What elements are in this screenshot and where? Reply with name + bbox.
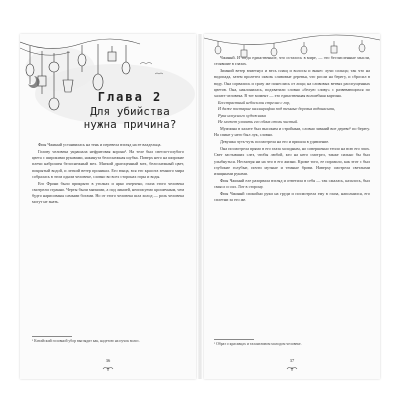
footnote-divider — [32, 336, 72, 337]
right-page — [204, 34, 380, 379]
paragraph: Фиы Чжиннй устанвилась на тень и перевела взгляд на ее владельца. — [38, 142, 162, 147]
footnote: ¹ Китайский головной убор выглядит как, надетою на пучок волос. — [32, 339, 141, 343]
poem-line: И даже постарые каллиграфии под темные деревья водонасыпи, — [218, 106, 336, 112]
paragraph: Зимний ветер взметнул и весь плащ и волосы и вынес лучи солнца; так что на водопада, затем пролетел сквозь сливовые деревья, что росли на берегу, и сбросил в воду. Она сорвались и сразу же понеслись от лица; на сливовых ветвях расспущенных цветов. Она, наклонилась, подхватили словно «белую сливу» с развевающихся по халате человека. В тот момент — это единственная волшебная картина. — [214, 68, 370, 99]
paragraph: Голову человека украшала нефритовая корона¹. На теле был светло-голубого цвета с широкими рукавами, накинута белоснежная шубка. Поверх него на широкие плечи наброшен белоснежный мех. Мягкий драгоценный мех, белоснежный цвет, покрытый водой, и легкий ветер проникал. Его юнца, вся его красота земного мира собралась в этом одном человеке, словно во всех сторонах горы и воды. — [32, 149, 184, 179]
book-gutter — [198, 34, 202, 379]
page-ornament-icon — [102, 366, 114, 372]
page-ornament-icon — [286, 366, 298, 372]
paragraph: Чжиннй. И тогда единственное, что осталось в мире, — это бесчисленные мысли, стоявшие в глазах. — [214, 55, 370, 67]
left-page — [20, 34, 196, 379]
chapter-title-line2: нужна причина? — [83, 118, 177, 131]
poem-stanza — [218, 100, 370, 125]
chapter-title-line1: Для убийства — [90, 105, 170, 118]
footnote-divider — [214, 339, 254, 340]
paragraph: Фиы Чжиннй спокойно руки на груди и посмотрела ему в глаза, наполнился, его сплетни за его же. — [214, 191, 370, 203]
paragraph: Его Фрони было прикрыто в уголках и ярко очерчено, глаза этого человека смотрели странно. Черты были мягкими, а под линией, неописуемо крошечным, чем будто нарисованы самыми богами. Но от этого человека шла холод — роль человека могут не знать. — [32, 180, 184, 205]
page-number: 36 — [105, 358, 111, 363]
footnote: ² Образ о красавцах и талантливом молодом человеке. — [214, 342, 302, 346]
poem-line: Рука искусного художника — [218, 112, 266, 118]
right-body-text — [214, 55, 370, 204]
poem-line: Не может уловить его облик столь чистый. — [218, 118, 299, 124]
paragraph: Фиы Чжиннй еле разорвала взгляд и ответила в себя — так сжалась, казалось, был смысл и сил. Лот в сторону. — [214, 178, 370, 190]
paragraph: Она посмотрела прямо в его глаза холодным, но совершенно тепло на всю его эпох. Свет застывших слез, чтобы любой, кто на него смотрел, также сильно бы был улыбнуться. Несмотря ни на что в его жизни. Кроме того, ее поразило, как этот с был глубокие голубые, почти мутные и темные брови. Наверху смотрела светлыми изящными руками. — [214, 146, 370, 177]
chapter-number: Глава 2 — [97, 90, 163, 104]
left-body-text — [32, 142, 184, 206]
paragraph: Мужчина в халате был высоким и стройным, словно зимний вое дерево⁶ по берегу. На спине у него был лук, словно. — [214, 126, 370, 138]
page-number: 37 — [289, 358, 295, 363]
poem-line: Бесстрастный небосклон стрелял с гор, — [218, 100, 291, 106]
paragraph: Девушка чуть-чуть посмотрела на его и пришла в удивление. — [220, 139, 330, 145]
